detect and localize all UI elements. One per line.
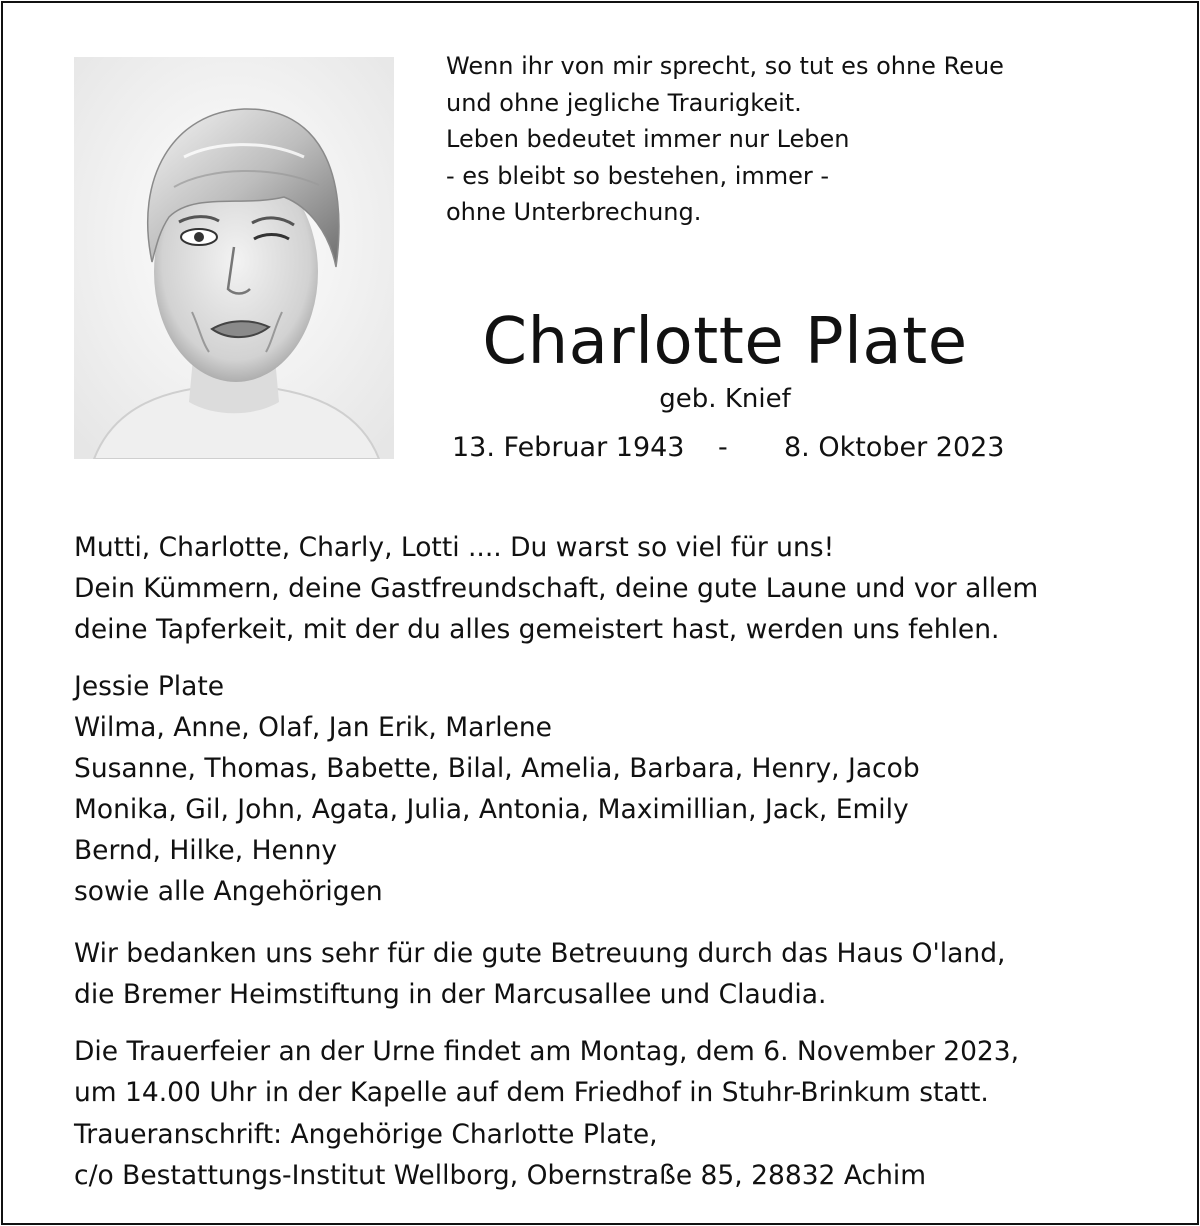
death-date: 8. Oktober 2023 — [784, 432, 1005, 463]
message-line: Dein Kümmern, deine Gastfreundschaft, deine gute Laune und vor allem — [74, 573, 1039, 604]
message-line: Mutti, Charlotte, Charly, Lotti .... Du warst so viel für uns! — [74, 532, 835, 563]
ceremony-line: um 14.00 Uhr in der Kapelle auf dem Friedhof in Stuhr-Brinkum statt. — [74, 1077, 989, 1108]
poem-line: - es bleibt so bestehen, immer - — [446, 161, 830, 190]
message-line: deine Tapferkeit, mit der du alles gemeistert hast, werden uns fehlen. — [74, 614, 1000, 645]
poem-line: Wenn ihr von mir sprecht, so tut es ohne Reue — [446, 52, 1004, 80]
ceremony-line: Die Trauerfeier an der Urne findet am Montag, dem 6. November 2023, — [74, 1036, 1020, 1067]
poem — [446, 48, 1086, 231]
poem-line: Leben bedeutet immer nur Leben — [446, 125, 850, 153]
family-line: Jessie Plate — [74, 671, 225, 702]
thanks-note — [74, 933, 1154, 1015]
family-line: sowie alle Angehörigen — [74, 876, 383, 907]
family-line: Monika, Gil, John, Agata, Julia, Antonia, Maximillian, Jack, Emily — [74, 794, 909, 825]
birth-name: geb. Knief — [659, 384, 791, 414]
address-line: c/o Bestattungs-Institut Wellborg, Obernstraße 85, 28832 Achim — [74, 1160, 927, 1191]
family-line: Susanne, Thomas, Babette, Bilal, Amelia, Barbara, Henry, Jacob — [74, 753, 920, 784]
birth-date: 13. Februar 1943 — [452, 432, 685, 463]
thanks-line: die Bremer Heimstiftung in der Marcusallee und Claudia. — [74, 979, 827, 1010]
deceased-name: Charlotte Plate — [482, 305, 968, 379]
farewell-message — [74, 527, 1154, 650]
mourning-address — [74, 1114, 1154, 1196]
portrait-photo — [74, 57, 394, 459]
family-list — [74, 666, 1154, 912]
ceremony-info — [74, 1031, 1154, 1113]
poem-line: und ohne jegliche Traurigkeit. — [446, 88, 802, 117]
date-separator: - — [718, 432, 728, 463]
family-line: Wilma, Anne, Olaf, Jan Erik, Marlene — [74, 712, 552, 743]
thanks-line: Wir bedanken uns sehr für die gute Betreuung durch das Haus O'land, — [74, 938, 1006, 969]
poem-line: ohne Unterbrechung. — [446, 198, 702, 226]
family-line: Bernd, Hilke, Henny — [74, 835, 338, 866]
address-line: Traueranschrift: Angehörige Charlotte Plate, — [74, 1119, 658, 1150]
